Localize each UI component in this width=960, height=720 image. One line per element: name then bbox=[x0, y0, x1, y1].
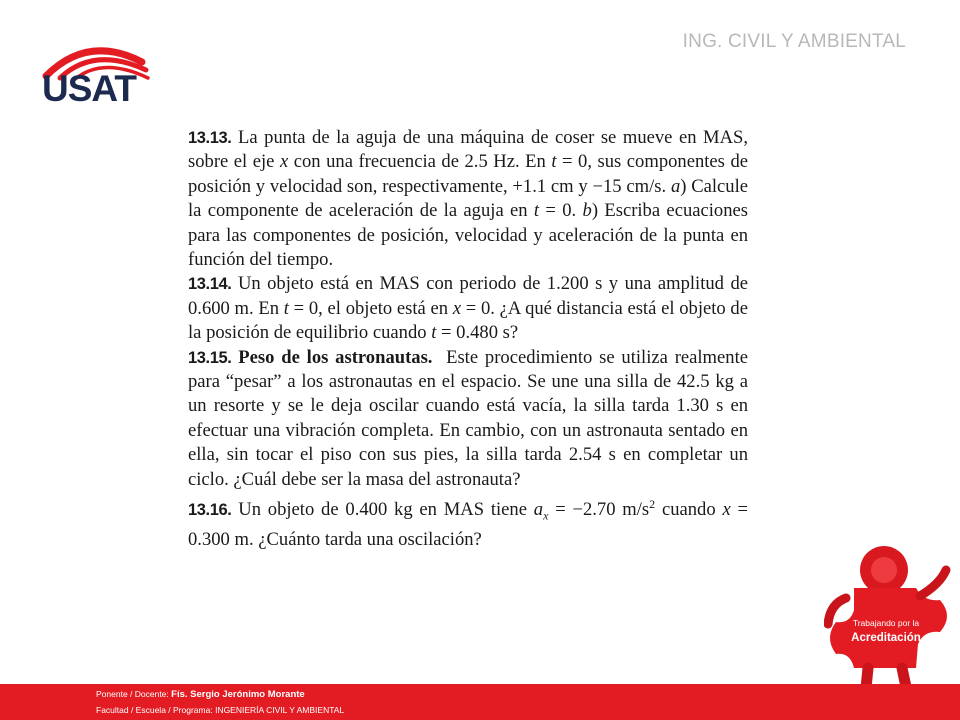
problem-13-16: 13.16. Un objeto de 0.400 kg en MAS tiene $a_x = -2.70$ $m/s^2$ cuando x = 0.300 m. ¿Cuánto tarda una oscilación? bbox=[188, 497, 748, 551]
problem-list bbox=[188, 126, 748, 553]
footer-bar bbox=[0, 684, 960, 720]
footer-speaker-name: Fís. Sergio Jerónimo Morante bbox=[171, 689, 305, 700]
mascot-tagline: Trabajando por la bbox=[852, 618, 920, 628]
problem-number: 13.13. bbox=[188, 129, 232, 147]
problem-13-15: 13.15. Peso de los astronautas. Este procedimiento se utiliza realmente para “pesar” a los astronautas en el espacio. Se une una silla de 42.5 kg a un resorte y se le deja oscilar cuando está vacía, la silla tarda 1.30 s en efectuar una vibración completa. En cambio, con un astronauta sentado en ella, sin tocar el piso con sus pies, la silla tarda 2.54 s en completar un ciclo. ¿Cuál debe ser la masa del astronauta? bbox=[188, 346, 748, 490]
logo-text: USAT bbox=[42, 68, 136, 109]
problem-13-14: 13.14. Un objeto está en MAS con periodo de 1.200 s y una amplitud de 0.600 m. En t = 0, el objeto está en x = 0. ¿A qué distancia está el objeto de la posición de equilibrio cuando t = 0.480 s? bbox=[188, 273, 748, 344]
problem-number: 13.15. bbox=[188, 348, 232, 367]
problem-number: 13.14. bbox=[188, 275, 232, 294]
program-header: ING. CIVIL Y AMBIENTAL bbox=[682, 31, 906, 52]
footer-faculty-value: INGENIERÍA CIVIL Y AMBIENTAL bbox=[215, 705, 345, 715]
footer-speaker-label: Ponente / Docente: bbox=[96, 689, 172, 699]
mascot-title: Acreditación bbox=[851, 632, 921, 644]
footer-faculty-label: Facultad / Escuela / Programa: bbox=[96, 705, 216, 715]
footer-speaker bbox=[96, 689, 305, 700]
footer-faculty bbox=[96, 705, 344, 715]
problem-number: 13.16. bbox=[188, 501, 232, 520]
problem-13-13: 13.13. La punta de la aguja de una máquina de coser se mueve en MAS, sobre el eje x con una frecuencia de 2.5 Hz. En t = 0, sus componentes de posición y velocidad son, respectivamente, +1.1 cm y −15 cm/s. a) Calcule la componente de aceleración de la aguja en t = 0. b) Escriba ecuaciones para las componentes de posición, velocidad y aceleración de la punta en función del tiempo. bbox=[188, 127, 748, 271]
problem-title: Peso de los astronautas. bbox=[238, 346, 433, 368]
